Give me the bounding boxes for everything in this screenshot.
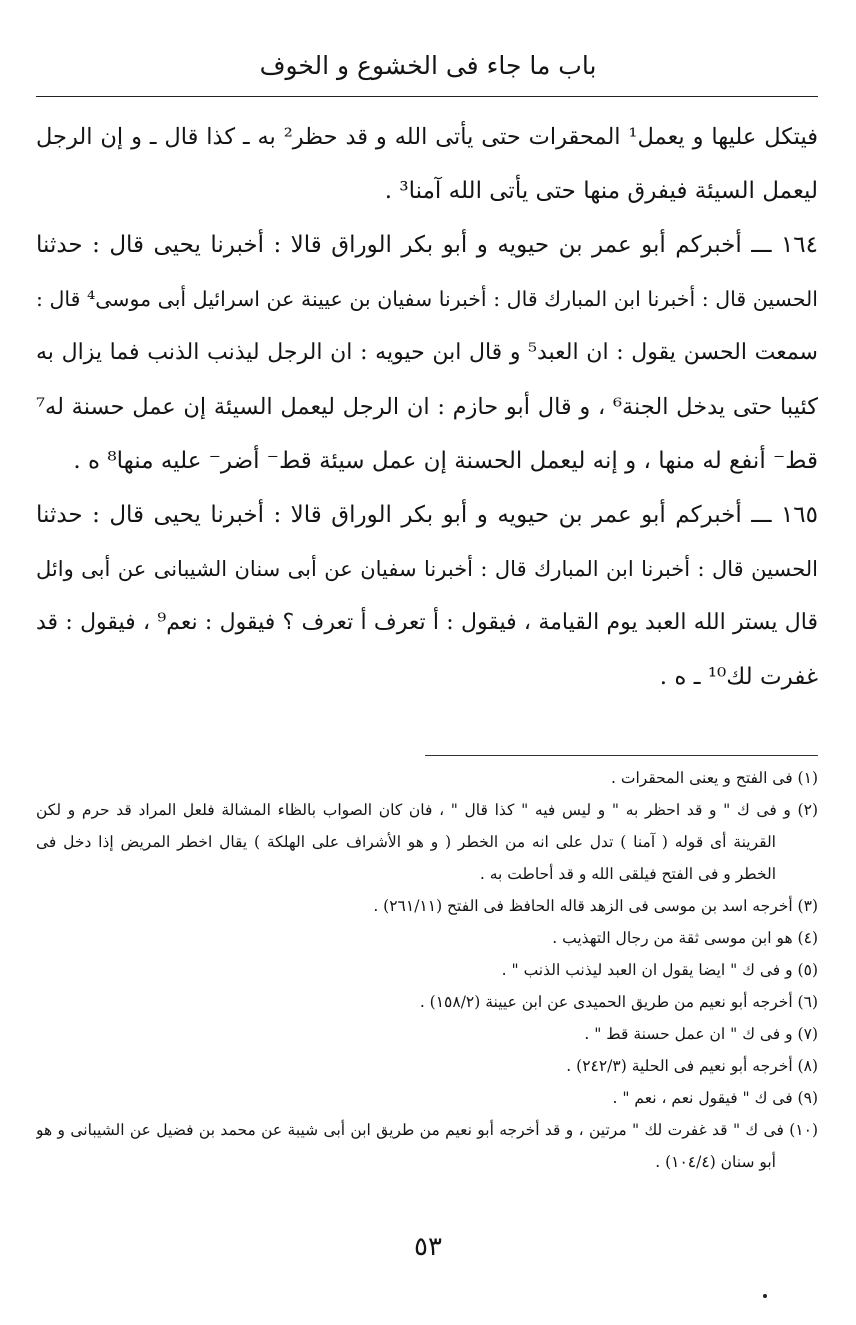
stray-dot	[763, 1294, 767, 1298]
footnote-line: (٣) أخرجه اسد بن موسى فى الزهد قاله الحافظ فى الفتح (٢٦١/١١) .	[373, 897, 818, 915]
footnote-line: (٧) و فى ك " ان عمل حسنة قط " .	[584, 1025, 818, 1043]
page-number: ٥٣	[414, 1232, 442, 1262]
main-text	[36, 110, 818, 704]
text-line: ١٦٥ ـــ أخبركم أبو عمر بن حيويه و أبو بكر الوراق قالا : أخبرنا يحيى قال : حدثنا	[36, 502, 818, 528]
text-line: قط⁻ أنفع له منها ، و إنه ليعمل الحسنة إن عمل سيئة قط⁻ أضر⁻ عليه منها⁸ ه .	[73, 448, 818, 474]
text-line: ١٦٤ ـــ أخبركم أبو عمر بن حيويه و أبو بكر الوراق قالا : أخبرنا يحيى قال : حدثنا	[36, 232, 818, 258]
running-header: باب ما جاء فى الخشوع و الخوف	[259, 51, 597, 80]
text-line: الحسين قال : أخبرنا ابن المبارك قال : أخبرنا سفيان عن أبى سنان الشيبانى عن أبى وائل	[36, 557, 818, 581]
footnote-line: (٢) و فى ك " و قد احظر به " و ليس فيه " كذا قال " ، فان كان الصواب بالظاء المشالة فلعل المراد قد حرم و لكن	[36, 801, 818, 819]
footnote-line: (١٠) فى ك " قد غفرت لك " مرتين ، و قد أخرجه أبو نعيم من طريق ابن أبى شيبة عن محمد بن فضيل عن الشيبانى و هو	[36, 1121, 818, 1139]
text-line: قال يستر الله العبد يوم القيامة ، فيقول : أ تعرف أ تعرف ؟ فيقول : نعم⁹ ، فيقول : قد	[36, 610, 818, 635]
footnotes	[36, 762, 818, 1178]
footnote-line: القرينة أى قوله ( آمنا ) تدل على انه من الخطر ( و هو الأشراف على الهلكة ) يقال اخطر المريض إذا دخل فى	[36, 833, 776, 851]
footnote-line: أبو سنان (١٠٤/٤) .	[655, 1153, 776, 1171]
text-line: غفرت لك¹⁰ ـ ه .	[659, 664, 818, 690]
footnote-line: (٨) أخرجه أبو نعيم فى الحلية (٢٤٢/٣) .	[566, 1057, 818, 1075]
footnote-line: (٩) فى ك " فيقول نعم ، نعم " .	[612, 1089, 818, 1107]
footnote-line: (٤) هو ابن موسى ثقة من رجال التهذيب .	[552, 929, 818, 947]
footnote-line: (٦) أخرجه أبو نعيم من طريق الحميدى عن ابن عيينة (١٥٨/٢) .	[419, 993, 818, 1011]
text-line: فيتكل عليها و يعمل¹ المحقرات حتى يأتى الله و قد حظر² به ـ كذا قال ـ و إن الرجل	[36, 124, 818, 150]
header-rule	[36, 96, 818, 97]
text-line: ليعمل السيئة فيفرق منها حتى يأتى الله آمنا³ .	[384, 178, 818, 204]
footnote-line: (١) فى الفتح و يعنى المحقرات .	[611, 769, 818, 787]
footnote-separator	[425, 755, 818, 756]
text-line: كئيبا حتى يدخل الجنة⁶ ، و قال أبو حازم : ان الرجل ليعمل السيئة إن عمل حسنة له⁷	[36, 394, 818, 420]
text-line: الحسين قال : أخبرنا ابن المبارك قال : أخبرنا سفيان بن عيينة عن اسرائيل أبى موسى⁴ قال :	[36, 287, 818, 311]
footnote-line: الخطر و فى الفتح فيلقى الله و قد أحاطت به .	[479, 865, 776, 883]
text-line: سمعت الحسن يقول : ان العبد⁵ و قال ابن حيويه : ان الرجل ليذنب الذنب فما يزال به	[36, 340, 818, 365]
footnote-line: (٥) و فى ك " ايضا يقول ان العبد ليذنب الذنب " .	[501, 961, 818, 979]
